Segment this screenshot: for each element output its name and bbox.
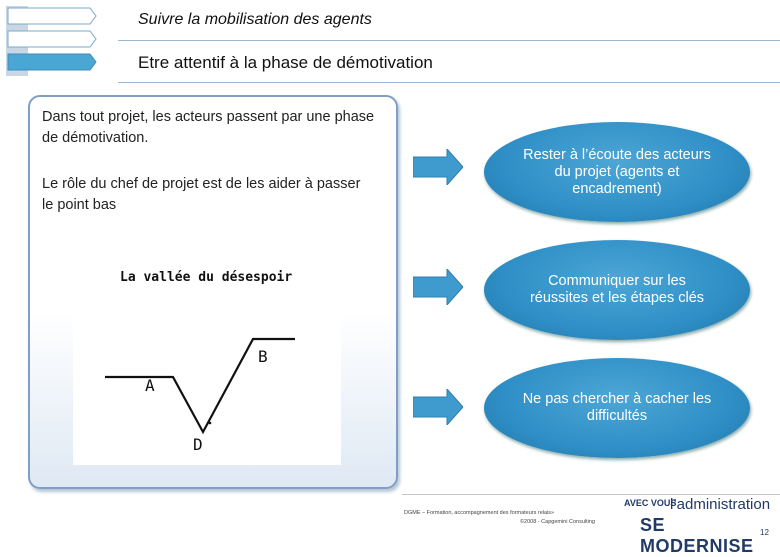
action-label-3: Ne pas chercher à cacher les difficultés (522, 391, 712, 424)
nav-tab-1 (8, 8, 96, 24)
content-panel (28, 95, 398, 489)
panel-paragraph-1: Dans tout projet, les acteurs passent par une phase de démotivation. (42, 109, 375, 146)
nav-tabs (4, 4, 100, 80)
footer-line-1: DGME – Formation, accompagnement des formateurs relais» (404, 510, 555, 516)
action-label-2: Communiquer sur les réussites et les étapes clés (529, 273, 705, 306)
label-b: B (258, 347, 268, 366)
label-a: A (145, 376, 155, 395)
label-d-accent (209, 422, 212, 425)
graph-title: La vallée du désespoir (120, 270, 293, 285)
footer-divider (402, 494, 780, 495)
page-subtitle: Etre attentif à la phase de démotivation (138, 53, 433, 72)
logo-se-modernise: SE MODERNISE (640, 515, 754, 556)
action-oval-3 (484, 358, 750, 458)
arrow-right-icon (413, 389, 463, 425)
label-d: D (193, 435, 203, 454)
footer-line-2: ©2008 - Capgemini Consulting (520, 519, 595, 525)
valley-curve (73, 267, 341, 465)
nav-tab-2 (8, 31, 96, 47)
panel-paragraph-2: Le rôle du chef de projet est de les aider à passer le point bas (42, 176, 361, 213)
action-oval-2 (484, 240, 750, 340)
arrow-right-icon (413, 269, 463, 305)
nav-tab-3-active (8, 54, 96, 70)
action-label-1: Rester à l’écoute des acteurs du projet (agents et encadrement) (523, 146, 711, 197)
logo-administration: l’administration (670, 496, 771, 513)
logo-avec-vous: AVEC VOUS (624, 498, 677, 508)
page-title: Suivre la mobilisation des agents (138, 11, 372, 28)
subtitle-divider (118, 82, 780, 83)
action-oval-1 (484, 122, 750, 222)
title-divider (118, 40, 780, 41)
valley-graph (73, 267, 341, 465)
arrow-right-icon (413, 149, 463, 185)
page-number: 12 (760, 528, 769, 537)
